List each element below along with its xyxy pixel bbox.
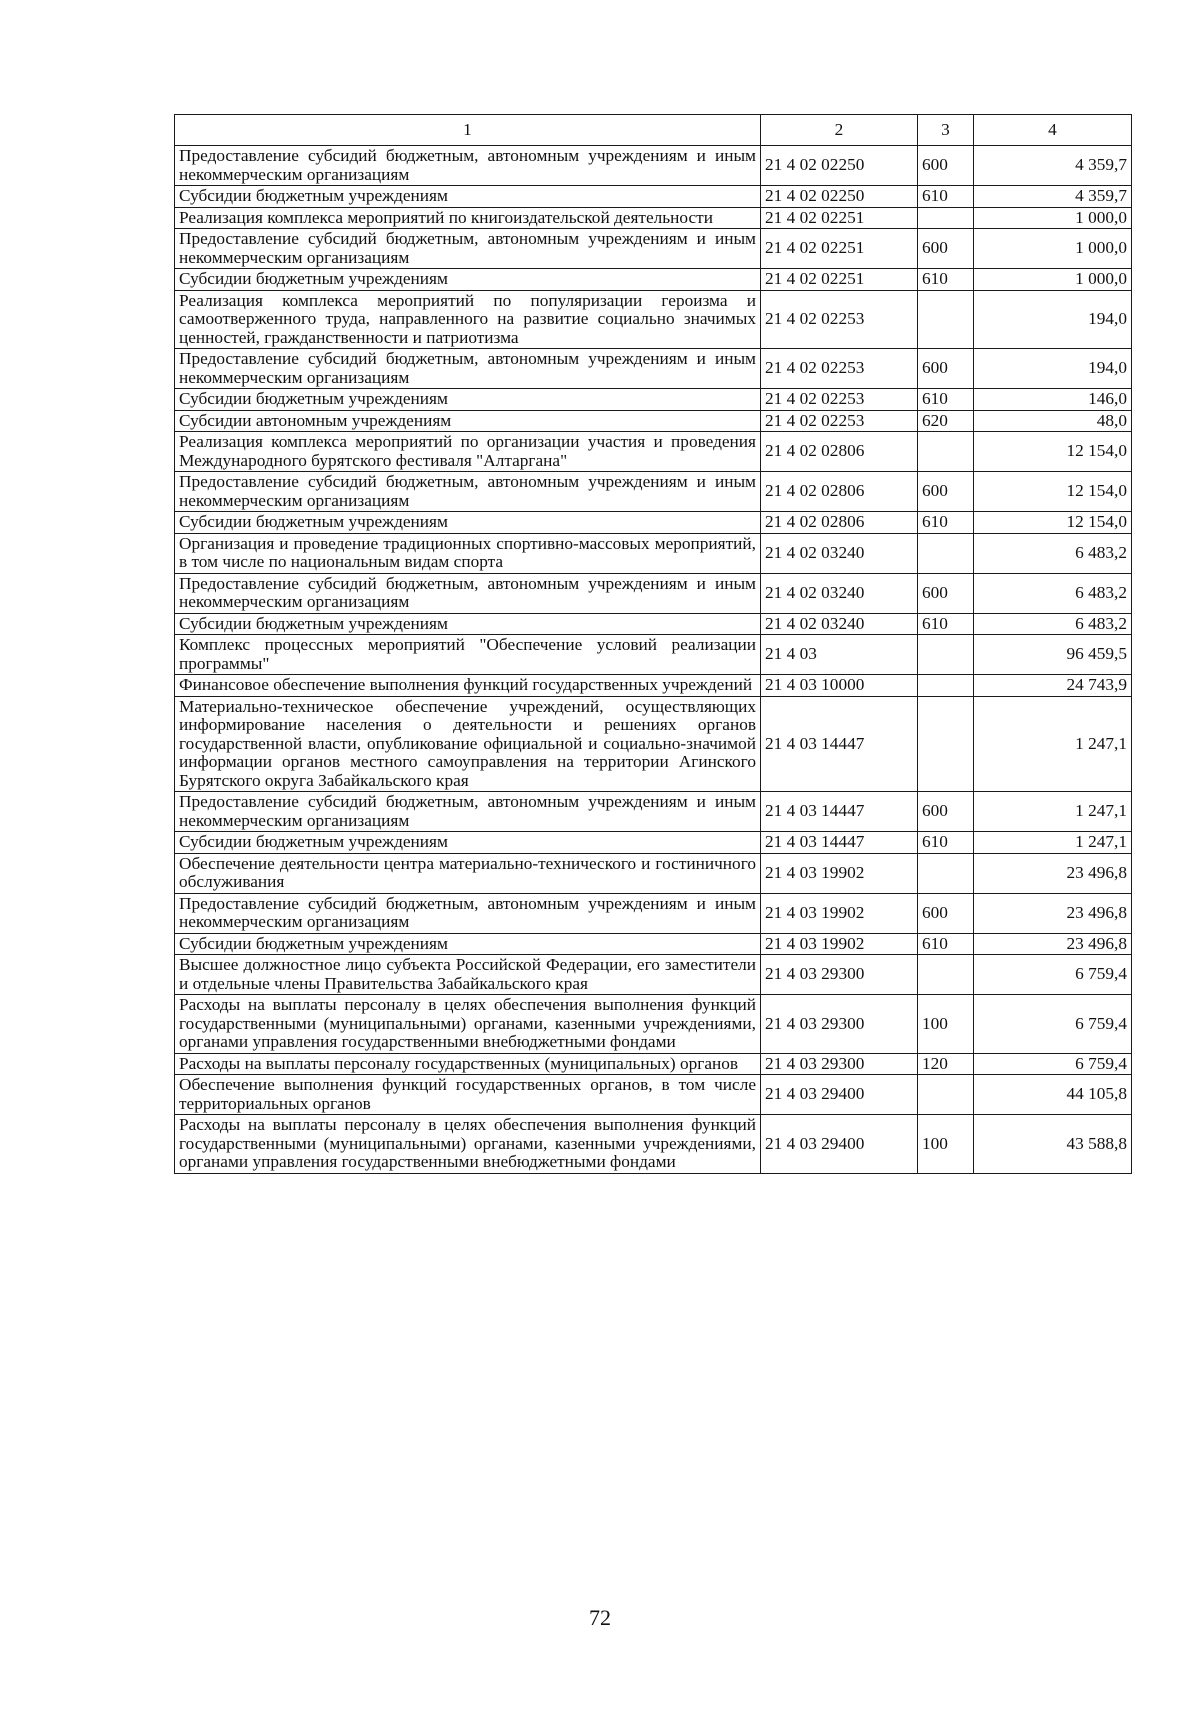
row-code-cell: 21 4 02 02253 bbox=[761, 290, 918, 349]
row-type-cell bbox=[918, 635, 974, 675]
table-row bbox=[175, 512, 1132, 534]
table-row bbox=[175, 410, 1132, 432]
row-name-cell: Субсидии бюджетным учреждениям bbox=[175, 832, 761, 854]
row-amount-cell: 146,0 bbox=[974, 389, 1132, 411]
row-code-cell: 21 4 03 19902 bbox=[761, 893, 918, 933]
row-name-cell: Предоставление субсидий бюджетным, автономным учреждениям и иным некоммерческим организациям bbox=[175, 472, 761, 512]
row-name-cell: Субсидии бюджетным учреждениям bbox=[175, 613, 761, 635]
row-code-cell: 21 4 02 02251 bbox=[761, 269, 918, 291]
row-name-cell: Предоставление субсидий бюджетным, автономным учреждениям и иным некоммерческим организациям bbox=[175, 229, 761, 269]
row-amount-cell: 12 154,0 bbox=[974, 512, 1132, 534]
row-type-cell: 610 bbox=[918, 832, 974, 854]
row-amount-cell: 12 154,0 bbox=[974, 472, 1132, 512]
row-code-cell: 21 4 02 03240 bbox=[761, 613, 918, 635]
table-row bbox=[175, 613, 1132, 635]
row-amount-cell: 12 154,0 bbox=[974, 432, 1132, 472]
row-amount-cell: 48,0 bbox=[974, 410, 1132, 432]
table-row bbox=[175, 290, 1132, 349]
table-body bbox=[175, 146, 1132, 1174]
table-row bbox=[175, 269, 1132, 291]
row-code-cell: 21 4 03 14447 bbox=[761, 792, 918, 832]
row-amount-cell: 6 759,4 bbox=[974, 995, 1132, 1054]
row-name-cell: Расходы на выплаты персоналу государственных (муниципальных) органов bbox=[175, 1053, 761, 1075]
row-type-cell bbox=[918, 955, 974, 995]
header-row bbox=[175, 115, 1132, 146]
table-row bbox=[175, 573, 1132, 613]
row-name-cell: Предоставление субсидий бюджетным, автономным учреждениям и иным некоммерческим организациям bbox=[175, 573, 761, 613]
table-row bbox=[175, 1115, 1132, 1174]
row-type-cell: 610 bbox=[918, 613, 974, 635]
row-amount-cell: 44 105,8 bbox=[974, 1075, 1132, 1115]
row-type-cell bbox=[918, 207, 974, 229]
row-name-cell: Предоставление субсидий бюджетным, автономным учреждениям и иным некоммерческим организациям bbox=[175, 146, 761, 186]
row-type-cell: 120 bbox=[918, 1053, 974, 1075]
row-type-cell: 600 bbox=[918, 573, 974, 613]
row-type-cell: 600 bbox=[918, 146, 974, 186]
table-row bbox=[175, 853, 1132, 893]
row-code-cell: 21 4 03 19902 bbox=[761, 853, 918, 893]
table-row bbox=[175, 146, 1132, 186]
table-row bbox=[175, 933, 1132, 955]
row-type-cell: 610 bbox=[918, 269, 974, 291]
row-type-cell: 600 bbox=[918, 792, 974, 832]
row-name-cell: Субсидии бюджетным учреждениям bbox=[175, 389, 761, 411]
table-row bbox=[175, 389, 1132, 411]
row-amount-cell: 1 000,0 bbox=[974, 207, 1132, 229]
table-row bbox=[175, 792, 1132, 832]
row-type-cell: 610 bbox=[918, 186, 974, 208]
row-name-cell: Реализация комплекса мероприятий по организации участия и проведения Международного бурятского фестиваля "Алтаргана" bbox=[175, 432, 761, 472]
row-name-cell: Комплекс процессных мероприятий "Обеспечение условий реализации программы" bbox=[175, 635, 761, 675]
table-row bbox=[175, 832, 1132, 854]
row-type-cell bbox=[918, 533, 974, 573]
row-name-cell: Реализация комплекса мероприятий по популяризации героизма и самоотверженного труда, направленного на развитие социально значимых ценностей, гражданственности и патриотизма bbox=[175, 290, 761, 349]
row-name-cell: Расходы на выплаты персоналу в целях обеспечения выполнения функций государственными (муниципальными) органами, казенными учреждениями, органами управления государственными внебюджетными фондами bbox=[175, 1115, 761, 1174]
row-code-cell: 21 4 02 02251 bbox=[761, 229, 918, 269]
header-col-2: 2 bbox=[761, 115, 918, 146]
table-row bbox=[175, 432, 1132, 472]
row-type-cell: 600 bbox=[918, 349, 974, 389]
row-amount-cell: 23 496,8 bbox=[974, 893, 1132, 933]
row-amount-cell: 1 000,0 bbox=[974, 269, 1132, 291]
row-type-cell: 620 bbox=[918, 410, 974, 432]
row-type-cell bbox=[918, 853, 974, 893]
row-type-cell: 600 bbox=[918, 472, 974, 512]
row-amount-cell: 4 359,7 bbox=[974, 186, 1132, 208]
row-amount-cell: 1 247,1 bbox=[974, 696, 1132, 792]
budget-table bbox=[174, 114, 1132, 1174]
row-code-cell: 21 4 02 02253 bbox=[761, 349, 918, 389]
table-row bbox=[175, 675, 1132, 697]
row-amount-cell: 6 483,2 bbox=[974, 613, 1132, 635]
table-row bbox=[175, 1075, 1132, 1115]
row-code-cell: 21 4 03 10000 bbox=[761, 675, 918, 697]
row-code-cell: 21 4 02 02250 bbox=[761, 146, 918, 186]
row-code-cell: 21 4 03 29400 bbox=[761, 1075, 918, 1115]
page-number: 72 bbox=[589, 1605, 611, 1630]
row-type-cell: 100 bbox=[918, 995, 974, 1054]
row-name-cell: Субсидии бюджетным учреждениям bbox=[175, 933, 761, 955]
row-name-cell: Предоставление субсидий бюджетным, автономным учреждениям и иным некоммерческим организациям bbox=[175, 893, 761, 933]
row-code-cell: 21 4 03 14447 bbox=[761, 696, 918, 792]
row-code-cell: 21 4 02 02806 bbox=[761, 472, 918, 512]
row-amount-cell: 1 000,0 bbox=[974, 229, 1132, 269]
table-row bbox=[175, 186, 1132, 208]
row-code-cell: 21 4 03 19902 bbox=[761, 933, 918, 955]
table-row bbox=[175, 635, 1132, 675]
header-col-3: 3 bbox=[918, 115, 974, 146]
table-row bbox=[175, 1053, 1132, 1075]
row-amount-cell: 24 743,9 bbox=[974, 675, 1132, 697]
row-code-cell: 21 4 03 14447 bbox=[761, 832, 918, 854]
table-row bbox=[175, 207, 1132, 229]
table-row bbox=[175, 229, 1132, 269]
table-row bbox=[175, 472, 1132, 512]
row-amount-cell: 194,0 bbox=[974, 290, 1132, 349]
table-row bbox=[175, 893, 1132, 933]
row-name-cell: Расходы на выплаты персоналу в целях обеспечения выполнения функций государственными (муниципальными) органами, казенными учреждениями, органами управления государственными внебюджетными фондами bbox=[175, 995, 761, 1054]
row-type-cell: 600 bbox=[918, 229, 974, 269]
row-name-cell: Организация и проведение традиционных спортивно-массовых мероприятий, в том числе по национальным видам спорта bbox=[175, 533, 761, 573]
row-code-cell: 21 4 03 29300 bbox=[761, 955, 918, 995]
row-code-cell: 21 4 03 29300 bbox=[761, 1053, 918, 1075]
row-code-cell: 21 4 02 03240 bbox=[761, 533, 918, 573]
row-amount-cell: 96 459,5 bbox=[974, 635, 1132, 675]
row-name-cell: Субсидии бюджетным учреждениям bbox=[175, 269, 761, 291]
row-amount-cell: 23 496,8 bbox=[974, 853, 1132, 893]
row-name-cell: Предоставление субсидий бюджетным, автономным учреждениям и иным некоммерческим организациям bbox=[175, 792, 761, 832]
row-amount-cell: 1 247,1 bbox=[974, 792, 1132, 832]
row-type-cell bbox=[918, 432, 974, 472]
row-type-cell bbox=[918, 696, 974, 792]
row-amount-cell: 6 483,2 bbox=[974, 573, 1132, 613]
row-name-cell: Субсидии бюджетным учреждениям bbox=[175, 186, 761, 208]
row-name-cell: Предоставление субсидий бюджетным, автономным учреждениям и иным некоммерческим организациям bbox=[175, 349, 761, 389]
row-amount-cell: 4 359,7 bbox=[974, 146, 1132, 186]
row-code-cell: 21 4 02 02806 bbox=[761, 432, 918, 472]
row-name-cell: Высшее должностное лицо субъекта Российской Федерации, его заместители и отдельные члены Правительства Забайкальского края bbox=[175, 955, 761, 995]
row-code-cell: 21 4 02 02806 bbox=[761, 512, 918, 534]
row-name-cell: Реализация комплекса мероприятий по книгоиздательской деятельности bbox=[175, 207, 761, 229]
row-name-cell: Обеспечение деятельности центра материально-технического и гостиничного обслуживания bbox=[175, 853, 761, 893]
table-row bbox=[175, 533, 1132, 573]
row-type-cell: 600 bbox=[918, 893, 974, 933]
row-amount-cell: 6 759,4 bbox=[974, 1053, 1132, 1075]
row-code-cell: 21 4 02 03240 bbox=[761, 573, 918, 613]
row-type-cell: 100 bbox=[918, 1115, 974, 1174]
row-type-cell: 610 bbox=[918, 512, 974, 534]
table-row bbox=[175, 955, 1132, 995]
row-code-cell: 21 4 02 02253 bbox=[761, 410, 918, 432]
row-amount-cell: 194,0 bbox=[974, 349, 1132, 389]
row-code-cell: 21 4 03 29300 bbox=[761, 995, 918, 1054]
row-code-cell: 21 4 03 29400 bbox=[761, 1115, 918, 1174]
row-amount-cell: 6 483,2 bbox=[974, 533, 1132, 573]
header-col-4: 4 bbox=[974, 115, 1132, 146]
row-amount-cell: 23 496,8 bbox=[974, 933, 1132, 955]
row-type-cell: 610 bbox=[918, 389, 974, 411]
row-name-cell: Субсидии автономным учреждениям bbox=[175, 410, 761, 432]
table-row bbox=[175, 995, 1132, 1054]
table-row bbox=[175, 696, 1132, 792]
row-amount-cell: 43 588,8 bbox=[974, 1115, 1132, 1174]
row-name-cell: Обеспечение выполнения функций государственных органов, в том числе территориальных органов bbox=[175, 1075, 761, 1115]
row-type-cell bbox=[918, 290, 974, 349]
row-amount-cell: 1 247,1 bbox=[974, 832, 1132, 854]
table-header bbox=[175, 115, 1132, 146]
row-amount-cell: 6 759,4 bbox=[974, 955, 1132, 995]
row-code-cell: 21 4 02 02250 bbox=[761, 186, 918, 208]
row-type-cell: 610 bbox=[918, 933, 974, 955]
row-code-cell: 21 4 03 bbox=[761, 635, 918, 675]
table-row bbox=[175, 349, 1132, 389]
row-type-cell bbox=[918, 1075, 974, 1115]
row-type-cell bbox=[918, 675, 974, 697]
header-col-1: 1 bbox=[175, 115, 761, 146]
row-name-cell: Субсидии бюджетным учреждениям bbox=[175, 512, 761, 534]
row-code-cell: 21 4 02 02253 bbox=[761, 389, 918, 411]
row-code-cell: 21 4 02 02251 bbox=[761, 207, 918, 229]
row-name-cell: Материально-техническое обеспечение учреждений, осуществляющих информирование населения о деятельности и решениях органов государственной власти, опубликование официальной и социально-значимой информации органов местного самоуправления на территории Агинского Бурятского округа Забайкальского края bbox=[175, 696, 761, 792]
row-name-cell: Финансовое обеспечение выполнения функций государственных учреждений bbox=[175, 675, 761, 697]
